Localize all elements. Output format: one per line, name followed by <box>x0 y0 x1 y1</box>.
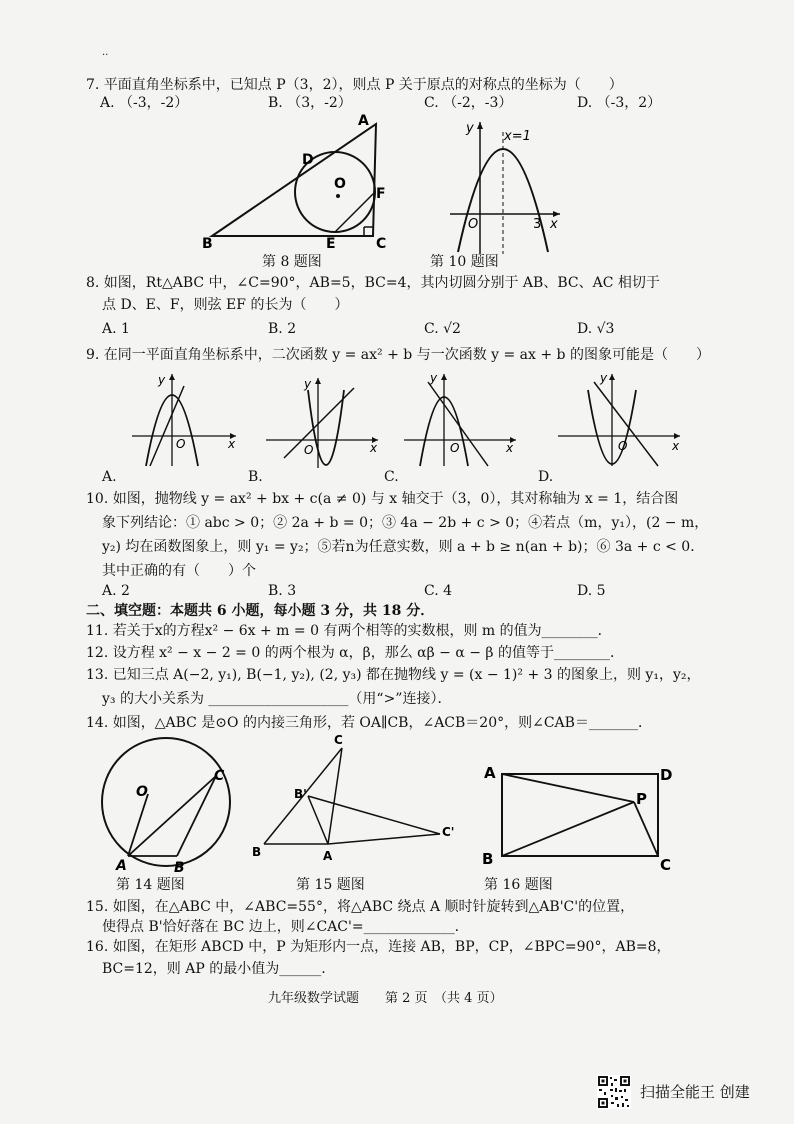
q8-option-d: D. √3 <box>577 321 615 337</box>
fig14-label-o: O <box>136 784 148 800</box>
fig16-label-p: P <box>636 790 647 808</box>
q9c-y: y <box>430 371 438 385</box>
q13-line2: y₃ 的大小关系为 ____________________（用“>”连接）． <box>102 691 452 707</box>
scanner-watermark: 扫描全能王 创建 <box>640 1083 750 1101</box>
fig10-label-axis: x=1 <box>504 129 531 144</box>
q8-option-b: B. 2 <box>268 321 297 337</box>
fig10-caption: 第 10 题图 <box>430 254 499 270</box>
q10-line1: 10. 如图，抛物线 y = ax² + bx + c(a ≠ 0) 与 x 轴交于（3，0），其对称轴为 x = 1，结合图 <box>86 491 679 507</box>
fig8-label-c: C <box>376 236 387 250</box>
q10-line2: 象下列结论：① abc > 0；② 2a + b = 0；③ 4a − 2b + c > 0；④若点（m，y₁），(2 − m， <box>102 515 709 531</box>
fig15-label-bprime: B' <box>294 787 307 801</box>
q10-option-d: D. 5 <box>577 583 606 599</box>
q9c-x: x <box>506 441 514 455</box>
fig15-caption: 第 15 题图 <box>296 877 365 893</box>
q9-graph-b <box>262 370 386 470</box>
q9c-o: O <box>450 441 460 455</box>
fig8-caption: 第 8 题图 <box>262 254 322 270</box>
fig8-label-e: E <box>326 236 336 250</box>
page-mark: .. <box>102 47 109 58</box>
fig15-label-a: A <box>323 849 333 863</box>
fig10-label-3: 3 <box>533 217 542 232</box>
q7-option-c: C. （-2，-3） <box>424 95 513 111</box>
fig10-label-y: y <box>466 121 474 136</box>
figure-8-incircle-triangle <box>198 110 398 250</box>
fig10-label-o: O <box>468 217 479 232</box>
fig10-label-x: x <box>550 217 558 232</box>
q9b-o: O <box>304 443 314 457</box>
fig15-label-b: B <box>252 845 262 859</box>
section-2-heading: 二、填空题：本题共 6 小题，每小题 3 分，共 18 分． <box>86 603 435 619</box>
q9-graph-d <box>554 368 688 468</box>
q12: 12. 设方程 x² − x − 2 = 0 的两个根为 α，β，那么 αβ − α − β 的值等于________． <box>86 645 624 661</box>
fig15-label-c: C <box>334 733 343 747</box>
q9-option-d: D. <box>538 469 554 485</box>
q9b-x: x <box>370 441 378 455</box>
q9-option-b: B. <box>248 469 263 485</box>
q15-line1: 15. 如图，在△ABC 中，∠ABC=55°，将△ABC 绕点 A 顺时针旋转到△AB'C'的位置， <box>86 899 635 915</box>
q7-option-a: A. （-3，-2） <box>100 95 189 111</box>
fig16-label-d: D <box>660 766 673 784</box>
q9d-o: O <box>618 439 628 453</box>
q15-line2: 使得点 B'恰好落在 BC 边上，则∠CAC'=_____________. <box>102 919 460 935</box>
q10-option-b: B. 3 <box>268 583 297 599</box>
q11: 11. 若关于x的方程x² − 6x + m = 0 有两个相等的实数根，则 m 的值为________． <box>86 623 612 639</box>
page-footer: 九年级数学试题 第 2 页 （共 4 页） <box>268 991 503 1006</box>
q9-option-a: A. <box>102 469 117 485</box>
q7-option-d: D. （-3，2） <box>577 95 662 111</box>
q10-option-a: A. 2 <box>102 583 130 599</box>
q14: 14. 如图，△ABC 是⊙O 的内接三角形，若 OA∥CB，∠ACB＝20°，则∠CAB＝_______． <box>86 715 652 731</box>
fig14-caption: 第 14 题图 <box>116 877 185 893</box>
fig14-label-c: C <box>214 768 225 784</box>
fig16-caption: 第 16 题图 <box>484 877 553 893</box>
q8-line2: 点 D、E、F，则弦 EF 的长为（ ） <box>102 297 349 313</box>
q8-line1: 8. 如图，Rt△ABC 中，∠C=90°，AB=5，BC=4，其内切圆分别于 AB、BC、AC 相切于 <box>86 275 660 291</box>
q9a-y: y <box>158 373 166 387</box>
fig8-label-d: D <box>302 152 314 168</box>
q13-line1: 13. 已知三点 A(−2, y₁), B(−1, y₂), (2, y₃) 都在抛物线 y = (x − 1)² + 3 的图象上，则 y₁，y₂， <box>86 667 701 683</box>
fig14-label-b: B <box>174 860 185 874</box>
figure-15-rotation <box>250 730 460 866</box>
qr-code-icon <box>597 1075 631 1109</box>
q16-line1: 16. 如图，在矩形 ABCD 中，P 为矩形内一点，连接 AB，BP，CP，∠BPC=90°，AB=8， <box>86 939 671 955</box>
q9b-y: y <box>304 377 312 391</box>
figure-14-circle <box>86 736 246 874</box>
fig8-label-o: O <box>334 176 346 192</box>
figure-16-rectangle <box>478 760 684 874</box>
fig16-label-b: B <box>482 850 494 868</box>
q9a-x: x <box>228 437 236 451</box>
q7-stem: 7. 平面直角坐标系中，已知点 P（3，2），则点 P 关于原点的对称点的坐标为（ ） <box>86 77 623 93</box>
q10-option-c: C. 4 <box>424 583 453 599</box>
q10-line3: y₂) 均在函数图象上，则 y₁ = y₂；⑤若n为任意实数，则 a + b ≥ n(an + b)；⑥ 3a + c < 0． <box>102 539 705 555</box>
q10-line4: 其中正确的有（ ）个 <box>102 563 256 579</box>
fig8-label-a: A <box>358 113 369 129</box>
figure-10-parabola <box>440 112 570 257</box>
q9-graph-a <box>128 368 244 468</box>
fig8-label-f: F <box>376 186 386 202</box>
q9-graph-c <box>400 368 524 468</box>
q16-line2: BC=12，则 AP 的最小值为______. <box>102 961 326 977</box>
fig16-label-a: A <box>484 764 496 782</box>
q9-stem: 9. 在同一平面直角坐标系中，二次函数 y = ax² + b 与一次函数 y = ax + b 的图象可能是（ ） <box>86 347 710 363</box>
fig15-label-cprime: C' <box>442 825 455 839</box>
q9a-o: O <box>176 437 186 451</box>
q8-option-a: A. 1 <box>102 321 130 337</box>
fig8-label-b: B <box>202 236 213 250</box>
fig16-label-c: C <box>660 856 672 874</box>
q9d-y: y <box>600 371 608 385</box>
fig14-label-a: A <box>116 858 127 874</box>
q9-option-c: C. <box>384 469 399 485</box>
q8-option-c: C. √2 <box>424 321 461 337</box>
q7-option-b: B. （3，-2） <box>268 95 352 111</box>
q9d-x: x <box>672 439 680 453</box>
